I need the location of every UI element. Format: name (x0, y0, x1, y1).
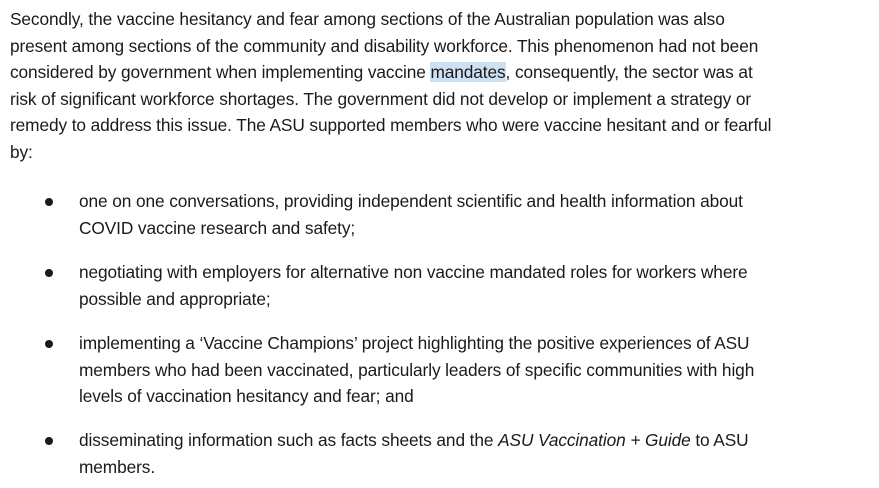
document-body (10, 6, 872, 477)
text-run: to ASU (690, 430, 749, 450)
text-line: present among sections of the community and disability workforce. This phenomenon had not been (10, 35, 759, 56)
text-run: considered by government when implementing vaccine (10, 62, 431, 83)
bullet-icon (45, 269, 53, 277)
text-line: implementing a ‘Vaccine Champions’ project highlighting the positive experiences of ASU (79, 333, 750, 353)
text-line: remedy to address this issue. The ASU supported members who were vaccine hesitant and or fearful (10, 115, 772, 136)
text-line: risk of significant workforce shortages. The government did not develop or implement a strategy or (10, 88, 752, 109)
bullet-icon (45, 198, 53, 206)
document-title-italic: ASU Vaccination + Guide (498, 430, 691, 450)
list-item-text (79, 259, 869, 312)
bullet-icon (45, 340, 53, 348)
intro-paragraph (10, 6, 872, 166)
text-line: COVID vaccine research and safety; (79, 217, 356, 238)
text-line (79, 427, 869, 454)
text-line: one on one conversations, providing independent scientific and health information about (79, 191, 743, 211)
text-run: , consequently, the sector was at (505, 62, 753, 83)
text-line: levels of vaccination hesitancy and fear; and (79, 386, 414, 407)
text-run: disseminating information such as facts sheets and the (79, 430, 499, 450)
bullet-icon (45, 437, 53, 445)
text-line: members. (79, 456, 156, 477)
text-line: by: (10, 141, 33, 162)
text-line: negotiating with employers for alternative non vaccine mandated roles for workers where (79, 262, 748, 282)
list-item-text (79, 330, 869, 410)
list-item-text (79, 188, 869, 241)
text-line: Secondly, the vaccine hesitancy and fear among sections of the Australian population was also (10, 9, 725, 29)
text-line: members who had been vaccinated, particularly leaders of specific communities with high (79, 359, 755, 380)
text-line: possible and appropriate; (79, 288, 271, 309)
list-item-text (79, 427, 869, 480)
text-line (10, 59, 872, 86)
selected-text-highlight[interactable]: mandates (430, 62, 506, 83)
